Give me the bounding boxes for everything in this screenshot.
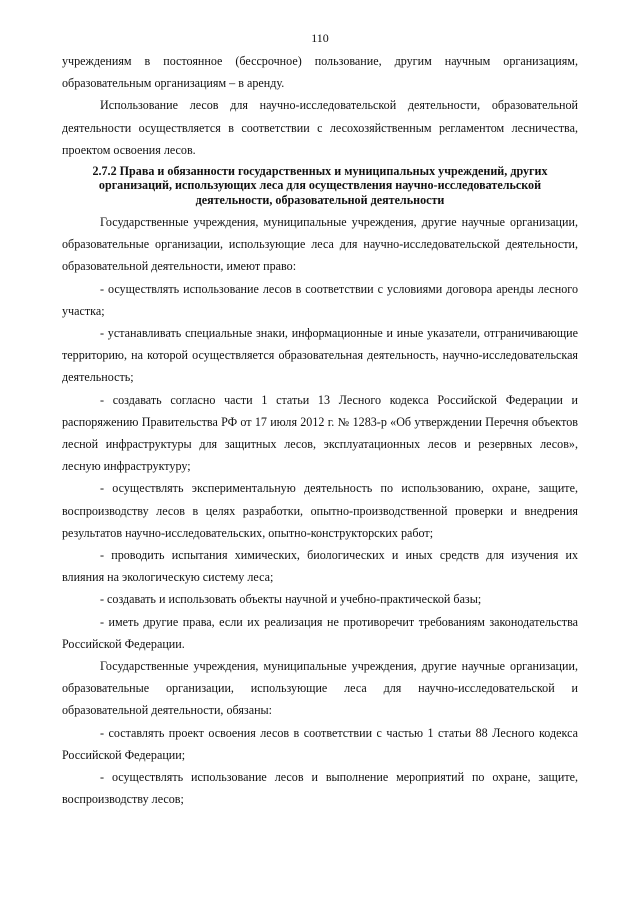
paragraphs-after-heading xyxy=(62,211,578,810)
paragraph: - осуществлять использование лесов в соответствии с условиями договора аренды лесного участка; xyxy=(62,281,578,318)
paragraph: - осуществлять экспериментальную деятельность по использованию, охране, защите, воспроизводству лесов в целях разработки, опытно-производственной проверки и внедрения результатов научно-исследовательских, опытно-конструкторских работ; xyxy=(62,481,578,540)
paragraph: - создавать согласно части 1 статьи 13 Лесного кодекса Российской Федерации и распоряжению Правительства РФ от 17 июля 2012 г. № 1283-р «Об утверждении Перечня объектов лесной инфраструктуры для защитных лесов, эксплуатационных лесов и резервных лесов», лесную инфраструктуру; xyxy=(62,392,578,474)
paragraph: Использование лесов для научно-исследовательской деятельности, образовательной деятельности осуществляется в соответствии с лесохозяйственным регламентом лесничества, проектом освоения лесов. xyxy=(62,98,578,157)
paragraph: учреждениям в постоянное (бессрочное) пользование, другим научным организациям, образовательным организациям – в аренду. xyxy=(62,54,578,91)
page-number: 110 xyxy=(311,31,329,45)
paragraph: - иметь другие права, если их реализация не противоречит требованиям законодательства Российской Федерации. xyxy=(62,614,578,651)
paragraph: - создавать и использовать объекты научной и учебно-практической базы; xyxy=(100,592,482,607)
paragraph: Государственные учреждения, муниципальные учреждения, другие научные организации, образовательные организации, использующие леса для научно-исследовательской деятельности, образовательной деятельности, имеют право: xyxy=(62,214,578,274)
paragraph: - проводить испытания химических, биологических и иных средств для изучения их влияния на экологическую систему леса; xyxy=(62,547,578,585)
paragraph: - осуществлять использование лесов и выполнение мероприятий по охране, защите, воспроизводству лесов; xyxy=(62,769,578,807)
paragraph: - устанавливать специальные знаки, информационные и иные указатели, отграничивающие территорию, на которой осуществляется образовательная деятельность, научно-исследовательская деятельность; xyxy=(62,325,578,385)
document-body xyxy=(62,50,578,810)
paragraph: - составлять проект освоения лесов в соответствии с частью 1 статьи 88 Лесного кодекса Российской Федерации; xyxy=(62,725,578,762)
paragraphs-before-heading xyxy=(62,50,578,161)
section-heading: 2.7.2 Права и обязанности государственных и муниципальных учреждений, других организаций, использующих леса для осуществления научно-исследовательской деятельности, образовательной деятельности xyxy=(92,164,548,207)
paragraph: Государственные учреждения, муниципальные учреждения, другие научные организации, образовательные организации, использующие леса для научно-исследовательской и образовательной деятельности, обязаны: xyxy=(62,658,578,718)
